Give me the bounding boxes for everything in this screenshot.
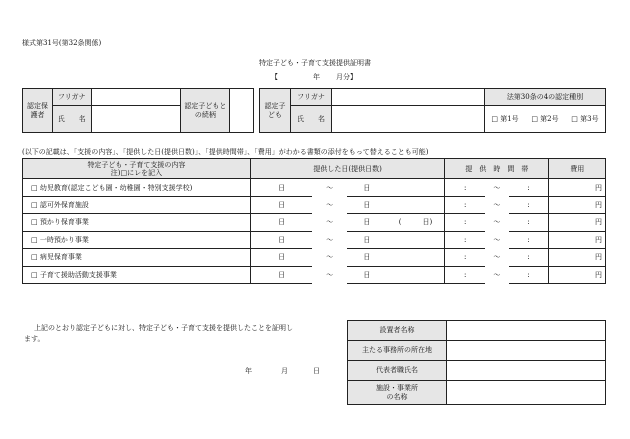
cost-yen[interactable]: 円 <box>549 231 606 248</box>
period-year: 年 <box>313 73 320 81</box>
end-day[interactable]: 日 <box>347 196 387 213</box>
cost-yen[interactable]: 円 <box>549 179 606 196</box>
time-tilde: 〜 <box>493 270 501 279</box>
day-tilde: 〜 <box>326 235 334 244</box>
time-tilde: 〜 <box>493 253 501 262</box>
end-day[interactable]: 日 <box>347 249 387 266</box>
start-day[interactable]: 日 <box>250 231 312 248</box>
child-name-label: 氏 名 <box>291 106 332 133</box>
end-day[interactable]: 日 <box>347 179 387 196</box>
day-tilde: 〜 <box>326 218 334 227</box>
child-box <box>259 88 606 133</box>
type-1-checkbox[interactable]: □ 第1号 <box>485 106 526 133</box>
end-colon[interactable]: : <box>509 231 549 248</box>
end-colon[interactable]: : <box>509 196 549 213</box>
relation-label: 認定子どもとの続柄 <box>181 89 230 133</box>
day-count[interactable] <box>387 196 445 213</box>
cost-yen[interactable]: 円 <box>549 249 606 266</box>
table-row <box>23 179 606 196</box>
time-tilde: 〜 <box>493 201 501 210</box>
start-colon[interactable]: : <box>445 231 485 248</box>
start-day[interactable]: 日 <box>250 249 312 266</box>
start-colon[interactable]: : <box>445 214 485 231</box>
start-day[interactable]: 日 <box>250 214 312 231</box>
service-label[interactable]: □ 病児保育事業 <box>23 249 251 266</box>
day-tilde: 〜 <box>326 201 334 210</box>
time-tilde: 〜 <box>493 218 501 227</box>
start-day[interactable]: 日 <box>250 266 312 283</box>
start-day[interactable]: 日 <box>250 196 312 213</box>
period-open: 【 <box>271 73 278 81</box>
guardian-box <box>22 88 254 133</box>
table-row <box>23 231 606 248</box>
representative-field[interactable] <box>447 361 606 381</box>
cost-header: 費用 <box>549 159 606 179</box>
service-label[interactable]: □ 幼児教育(認定こども園・幼稚園・特別支援学校) <box>23 179 251 196</box>
office-address-field[interactable] <box>447 341 606 361</box>
table-row <box>23 196 606 213</box>
service-label[interactable]: □ 子育て援助活動支援事業 <box>23 266 251 283</box>
child-name-field[interactable] <box>332 106 485 133</box>
table-row <box>23 249 606 266</box>
service-label[interactable]: □ 一時預かり事業 <box>23 231 251 248</box>
end-colon[interactable]: : <box>509 179 549 196</box>
start-colon[interactable]: : <box>445 196 485 213</box>
day-count[interactable] <box>387 231 445 248</box>
start-colon[interactable]: : <box>445 266 485 283</box>
facility-name-field[interactable] <box>447 381 606 405</box>
time-header: 提 供 時 間 帯 <box>445 159 549 179</box>
start-colon[interactable]: : <box>445 179 485 196</box>
cert-type-header: 法第30条の4の認定種別 <box>485 89 606 106</box>
statement-line-1: 上記のとおり認定子どもに対し、特定子ども・子育て支援を提供したことを証明し <box>34 324 293 332</box>
day-count[interactable] <box>387 266 445 283</box>
provider-name-field[interactable] <box>447 321 606 341</box>
cost-yen[interactable]: 円 <box>549 266 606 283</box>
day-tilde: 〜 <box>326 270 334 279</box>
date-day: 日 <box>313 367 320 375</box>
facility-name-label: 施設・事業所の名称 <box>348 381 447 405</box>
child-side-label: 認定子ども <box>260 89 291 133</box>
attachment-note: (以下の記載は、「支援の内容」、「提供した日(提供日数)」、「提供時間帯」、「費用」がわかる書類の添付をもって替えることも可能) <box>22 148 429 156</box>
day-count[interactable] <box>387 179 445 196</box>
guardian-name-label: 氏 名 <box>52 106 91 133</box>
end-day[interactable]: 日 <box>347 266 387 283</box>
table-row <box>23 214 606 231</box>
page-title: 特定子ども・子育て支援提供証明書 <box>259 59 371 67</box>
end-day[interactable]: 日 <box>347 231 387 248</box>
child-furigana-field[interactable] <box>332 89 485 106</box>
date-year: 年 <box>245 367 252 375</box>
service-label[interactable]: □ 認可外保育施設 <box>23 196 251 213</box>
guardian-name-field[interactable] <box>91 106 181 133</box>
guardian-furigana-label: フリガナ <box>52 89 91 106</box>
relation-field[interactable] <box>230 89 254 133</box>
guardian-furigana-field[interactable] <box>91 89 181 106</box>
days-header: 提供した日(提供日数) <box>250 159 444 179</box>
day-count[interactable] <box>387 249 445 266</box>
day-count[interactable]: ( 日) <box>387 214 445 231</box>
service-label[interactable]: □ 預かり保育事業 <box>23 214 251 231</box>
content-header: 特定子ども・子育て支援の内容 注)□にレを記入 <box>23 159 251 179</box>
date-month: 月 <box>281 367 288 375</box>
time-tilde: 〜 <box>493 235 501 244</box>
day-tilde: 〜 <box>326 253 334 262</box>
table-row <box>23 266 606 283</box>
statement-line-2: ます。 <box>24 335 45 343</box>
period-month: 月分】 <box>336 73 357 81</box>
child-furigana-label: フリガナ <box>291 89 332 106</box>
end-colon[interactable]: : <box>509 214 549 231</box>
end-colon[interactable]: : <box>509 266 549 283</box>
start-colon[interactable]: : <box>445 249 485 266</box>
day-tilde: 〜 <box>326 183 334 192</box>
start-day[interactable]: 日 <box>250 179 312 196</box>
representative-label: 代表者職氏名 <box>348 361 447 381</box>
end-colon[interactable]: : <box>509 249 549 266</box>
form-number: 様式第31号(第32条関係) <box>22 39 102 47</box>
type-2-checkbox[interactable]: □ 第2号 <box>525 106 565 133</box>
cost-yen[interactable]: 円 <box>549 196 606 213</box>
time-tilde: 〜 <box>493 183 501 192</box>
office-address-label: 主たる事務所の所在地 <box>348 341 447 361</box>
service-table <box>22 158 606 284</box>
provider-table <box>347 320 606 405</box>
end-day[interactable]: 日 <box>347 214 387 231</box>
provider-name-label: 設置者名称 <box>348 321 447 341</box>
type-3-checkbox[interactable]: □ 第3号 <box>565 106 606 133</box>
cost-yen[interactable]: 円 <box>549 214 606 231</box>
guardian-side-label: 認定保護者 <box>23 89 53 133</box>
